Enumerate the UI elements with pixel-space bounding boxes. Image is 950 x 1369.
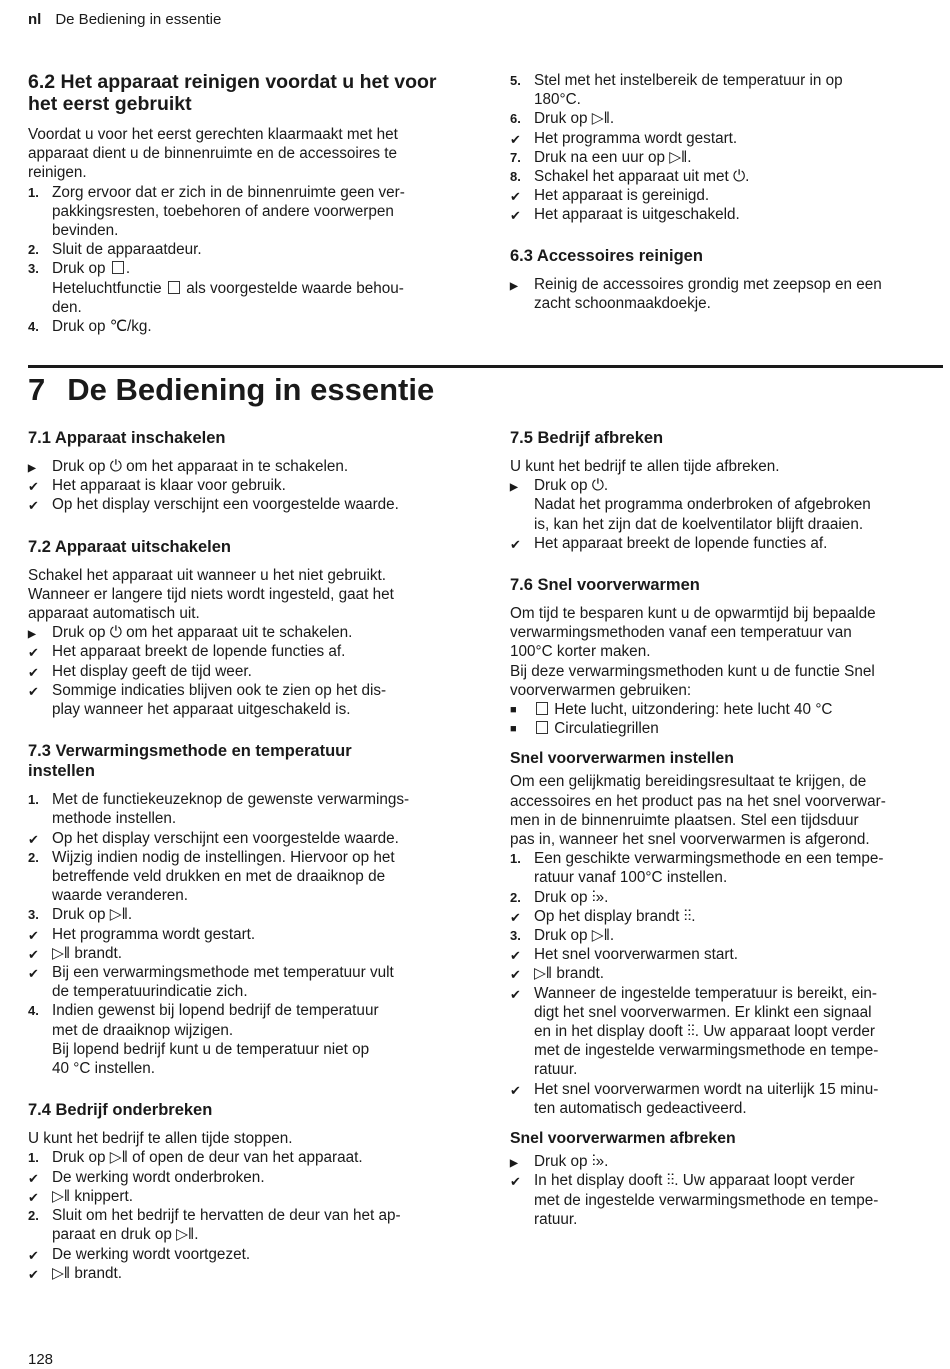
heading-6-3: 6.3 Accessoires reinigen (510, 246, 703, 265)
result-7-2b: ✔ Het display geeft de tijd weer. (28, 662, 252, 680)
left-column (28, 428, 468, 1283)
result-afbreken: ✔ In het display dooft ⫶⫶. Uw apparaat loopt verder met de ingestelde verwarmingsmethode en tempe- ratuur. (510, 1172, 879, 1228)
result-7-2c: ✔ Sommige indicaties blijven ook te zien op het dis- play wanneer het apparaat uitgeschakeld is. (28, 681, 387, 719)
intro-7-5: U kunt het bedrijf te allen tijde afbreken. (510, 458, 780, 475)
heading-7-1: 7.1 Apparaat inschakelen (28, 429, 226, 447)
subheading-instellen: Snel voorverwarmen instellen (510, 750, 734, 768)
bullet-7-6-2: ■ Circulatiegrillen (510, 720, 659, 738)
step-6-2-2: 2. Sluit de apparaatdeur. (28, 241, 202, 259)
heading-7-4: 7.4 Bedrijf onderbreken (28, 1101, 213, 1120)
section-6-2 (28, 71, 468, 336)
step-7-6-1: 1. Een geschikte verwarmingsmethode en een tempe- ratuur vanaf 100°C instellen. (510, 850, 884, 887)
result-7-3-3a: ✔ Het programma wordt gestart. (28, 925, 256, 943)
heading-7-5: 7.5 Bedrijf afbreken (510, 429, 664, 447)
heading-7-2: 7.2 Apparaat uitschakelen (28, 537, 231, 556)
header-title: De Bediening in essentie (55, 11, 222, 28)
step-6-2-7: 7. Druk na een uur op ▷ǁ. (510, 148, 692, 166)
heading-6-2: 6.2 Het apparaat reinigen voordat u het voor het eerst gebruikt (28, 71, 437, 115)
step-7-6-2: 2. Druk op ⫶». (510, 888, 609, 906)
step-7-4-1: 1. Druk op ▷ǁ of open de deur van het apparaat. (28, 1149, 363, 1167)
intro-7-6: Om tijd te besparen kunt u de opwarmtijd bij bepaalde verwarmingsmethoden vanaf een temperatuur van 100°C korter maken. Bij deze verwarmingsmethoden kunt u de functie Snel voorverwarmen gebruiken: (510, 605, 876, 699)
bullet-7-6-1: ■ Hete lucht, uitzondering: hete lucht 40 °C (510, 701, 833, 719)
result-7-1a: ✔ Het apparaat is klaar voor gebruik. (28, 477, 286, 495)
step-7-3-4: 4. Indien gewenst bij lopend bedrijf de temperatuur met de draaiknop wijzigen. Bij lopend bedrijf kunt u de temperatuur niet op 40 °C instellen. (28, 1002, 379, 1078)
heading-7-3: 7.3 Verwarmingsmethode en temperatuur instellen (28, 742, 352, 781)
step-6-2-4: 4. Druk op ℃/kg. (28, 318, 152, 336)
step-6-2-5: 5. Stel met het instelbereik de temperatuur in op 180°C. (510, 72, 843, 109)
running-header (28, 11, 221, 28)
result-7-3-1: ✔ Op het display verschijnt een voorgestelde waarde. (28, 829, 399, 847)
result-6-2-6: ✔ Het programma wordt gestart. (510, 129, 738, 147)
chapter-rule (28, 365, 943, 368)
result-7-6-3d: ✔ Het snel voorverwarmen wordt na uiterlijk 15 minu- ten automatisch gedeactiveerd. (510, 1080, 879, 1117)
step-7-3-1: 1. Met de functiekeuzeknop de gewenste verwarmings- methode instellen. (28, 791, 410, 828)
header-lang: nl (28, 11, 42, 28)
result-7-4-1b: ✔ ▷ǁ knippert. (28, 1187, 134, 1205)
hot-air-icon (112, 261, 124, 274)
action-afbreken: ▶ Druk op ⫶». (510, 1153, 609, 1171)
result-7-6-2: ✔ Op het display brandt ⫶⫶. (510, 907, 696, 925)
result-7-4-2a: ✔ De werking wordt voortgezet. (28, 1245, 251, 1263)
step-6-2-1: 1. Zorg ervoor dat er zich in de binnenruimte geen ver- pakkingsresten, toebehoren of andere voorwerpen bevinden. (28, 183, 405, 240)
subheading-afbreken: Snel voorverwarmen afbreken (510, 1130, 736, 1148)
page-number: 128 (28, 1351, 54, 1368)
result-7-3-3b: ✔ ▷ǁ brandt. (28, 944, 122, 962)
intro-7-2: Schakel het apparaat uit wanneer u het niet gebruikt. Wanneer er langere tijd niets wordt ingesteld, gaat het apparaat automatisch uit. (28, 566, 394, 623)
hot-air-icon (168, 281, 180, 294)
heading-7-6: 7.6 Snel voorverwarmen (510, 576, 700, 595)
action-6-3: ▶ Reinig de accessoires grondig met zeepsop en een zacht schoonmaakdoekje. (510, 275, 882, 312)
intro-instellen: Om een gelijkmatig bereidingsresultaat te krijgen, de accessoires en het product pas na het snel voorverwar- men in de binnenruimte plaatsen. Stel een tijdsduur pas in, wanneer het snel voorverwarmen is afgerond. (510, 773, 886, 849)
result-7-6-3a: ✔ Het snel voorverwarmen start. (510, 946, 739, 964)
result-6-2-8a: ✔ Het apparaat is gereinigd. (510, 187, 710, 205)
step-7-3-3: 3. Druk op ▷ǁ. (28, 906, 133, 924)
result-6-2-8b: ✔ Het apparaat is uitgeschakeld. (510, 206, 740, 224)
step-7-6-3: 3. Druk op ▷ǁ. (510, 927, 615, 945)
result-7-4-1a: ✔ De werking wordt onderbroken. (28, 1168, 265, 1186)
result-7-3-3c: ✔ Bij een verwarmingsmethode met temperatuur vult de temperatuurindicatie zich. (28, 964, 394, 1001)
result-7-4-2b: ✔ ▷ǁ brandt. (28, 1264, 122, 1282)
hot-air-icon (536, 702, 548, 715)
result-7-6-3c: ✔ Wanneer de ingestelde temperatuur is bereikt, ein- digt het snel voorverwarmen. Er klinkt een signaal en in het display dooft ⫶⫶. Uw apparaat loopt verder met de ingestelde verwarmingsmethode en tempe- ratuur. (510, 984, 879, 1079)
action-7-2: ▶ Druk op ⏻ om het apparaat uit te schakelen. (28, 624, 353, 642)
intro-6-2: Voordat u voor het eerst gerechten klaarmaakt met het apparaat dient u de binnenruimte en de accessoires te reinigen. (28, 126, 398, 182)
step-6-2-3: 3. Druk op . Heteluchtfunctie als voorgestelde waarde behou- den. (28, 260, 404, 316)
result-7-5: ✔ Het apparaat breekt de lopende functies af. (510, 534, 828, 552)
section-6-2-cont (510, 71, 945, 313)
chapter-title: 7 De Bediening in essentie (28, 372, 435, 407)
intro-7-4: U kunt het bedrijf te allen tijde stoppen. (28, 1130, 293, 1148)
result-7-1b: ✔ Op het display verschijnt een voorgestelde waarde. (28, 496, 399, 514)
right-column (510, 428, 945, 1229)
step-7-3-2: 2. Wijzig indien nodig de instellingen. Hiervoor op het betreffende veld drukken en met de draaiknop de waarde veranderen. (28, 848, 395, 905)
result-7-6-3b: ✔ ▷ǁ brandt. (510, 965, 604, 983)
step-7-4-2: 2. Sluit om het bedrijf te hervatten de deur van het ap- paraat en druk op ▷ǁ. (28, 1207, 401, 1244)
step-6-2-8: 8. Schakel het apparaat uit met ⏻. (510, 168, 750, 186)
circulation-grill-icon (536, 721, 548, 734)
action-7-1: ▶ Druk op ⏻ om het apparaat in te schakelen. (28, 458, 349, 475)
step-6-2-6: 6. Druk op ▷ǁ. (510, 110, 615, 128)
result-7-2a: ✔ Het apparaat breekt de lopende functies af. (28, 643, 346, 661)
action-7-5: ▶ Druk op ⏻. Nadat het programma onderbroken of afgebroken is, kan het zijn dat de koelventilator blijft draaien. (510, 477, 871, 533)
